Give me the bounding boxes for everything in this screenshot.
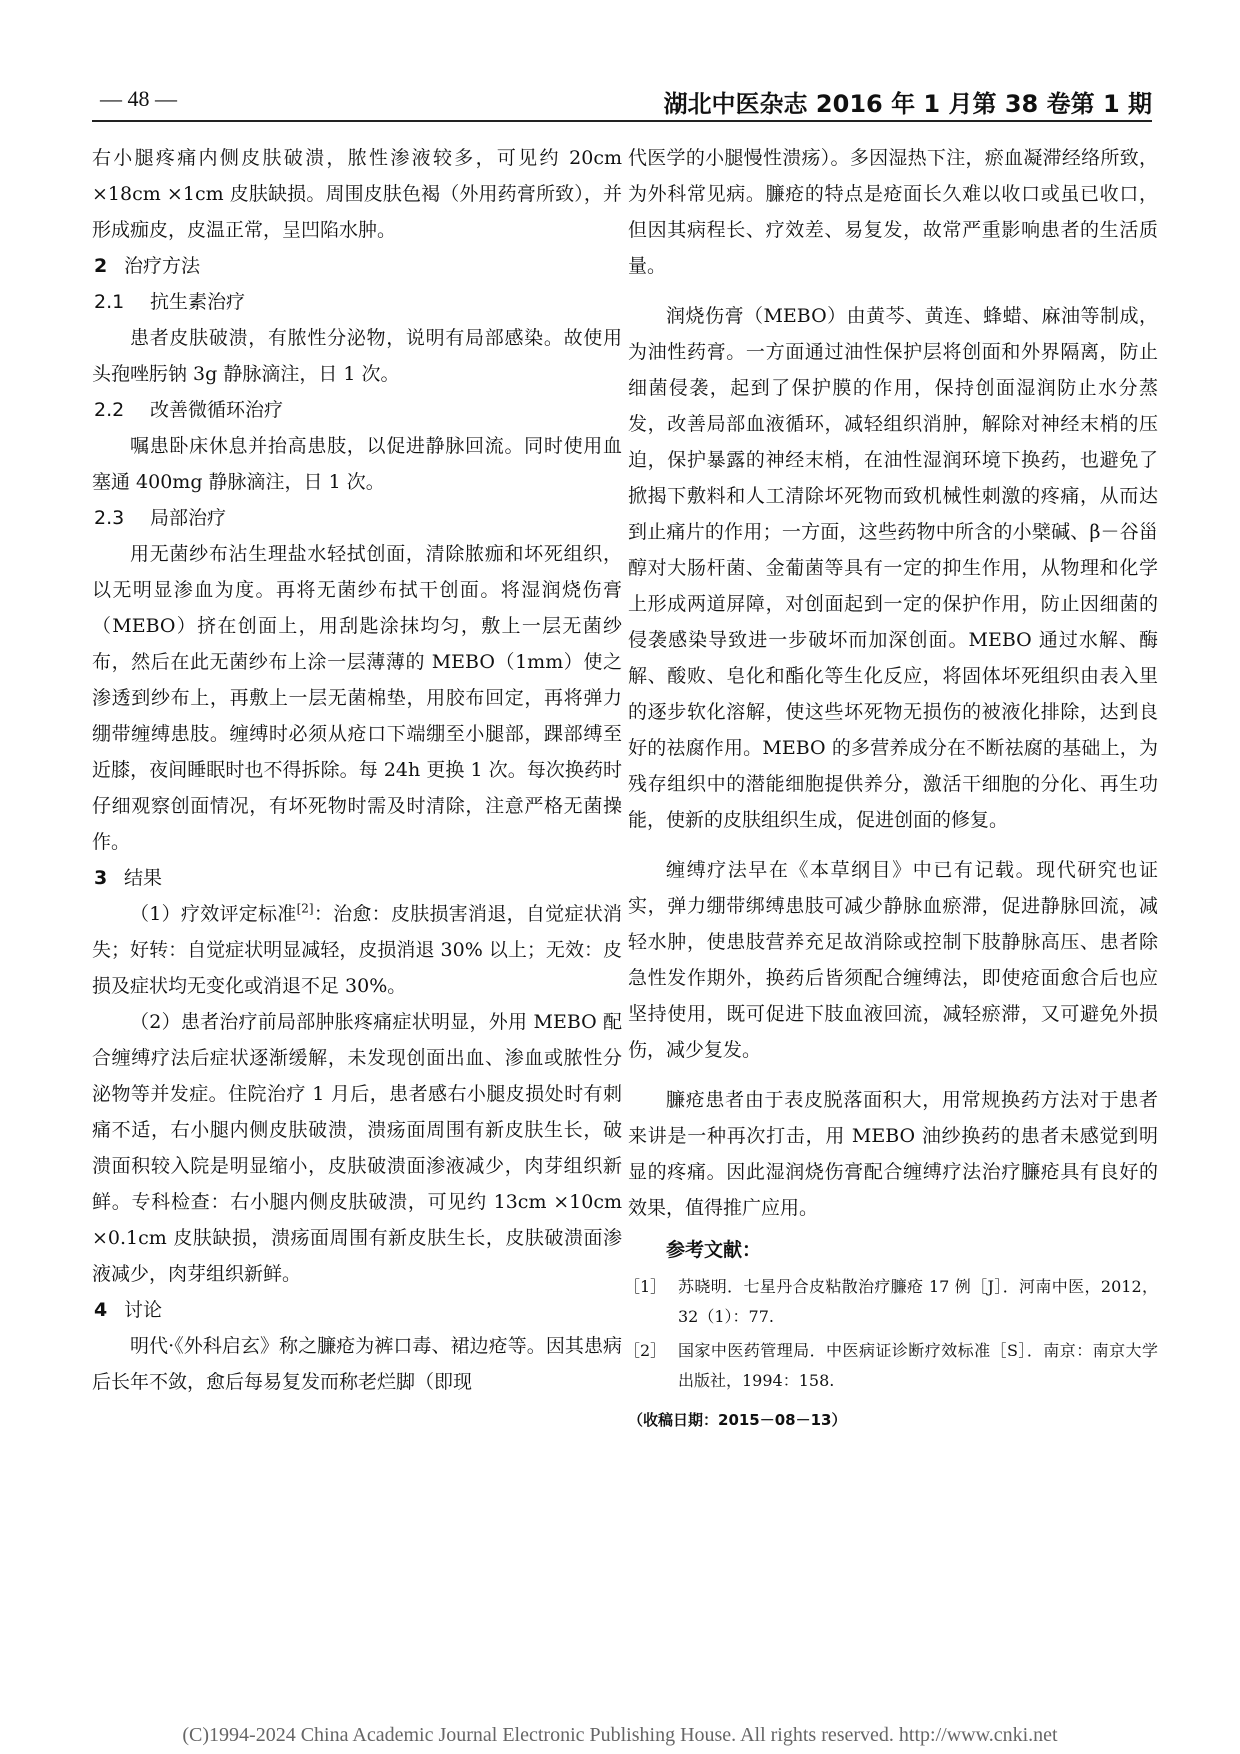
section-title: 讨论 — [124, 1299, 163, 1321]
case-description-paragraph: 右小腿疼痛内侧皮肤破溃，脓性渗液较多，可见约 20cm ×18cm ×1cm 皮肤缺损。周围皮肤色褐（外用药膏所致），并形成痂皮，皮温正常，呈凹陷水肿。 — [92, 147, 622, 241]
binding-therapy-paragraph: 缠缚疗法早在《本草纲目》中已有记载。现代研究也证实，弹力绷带绑缚患肢可减少静脉血瘀滞，促进静脉回流，减轻水肿，使患肢营养充足故消除或控制下肢静脉高压、患者除急性发作期外，换药后皆须配合缠缚法，即使疮面愈合后也应坚持使用，既可促进下肢血液回流，减轻瘀滞，又可避免外损伤，减少复发。 — [628, 859, 1158, 1061]
reference-text: 国家中医药管理局．中医病证诊断疗效标准［S］．南京：南京大学出版社，1994：158. — [678, 1341, 1158, 1390]
section-number: 4 — [94, 1299, 108, 1321]
criteria-text: （1）疗效评定标准 — [130, 903, 297, 925]
copyright-footer: (C)1994-2024 China Academic Journal Electronic Publishing House. All rights reserved. http://www.cnki.net — [182, 1724, 1058, 1746]
antibiotic-paragraph: 患者皮肤破溃，有脓性分泌物，说明有局部感染。故使用头孢唑肟钠 3g 静脉滴注，日 1 次。 — [92, 327, 622, 385]
page-number: — 48 — — [100, 86, 177, 111]
section-2-3-heading — [92, 500, 622, 536]
right-column — [624, 140, 1158, 1438]
microcirculation-paragraph: 嘱患卧床休息并抬高患肢，以促进静脉回流。同时使用血塞通 400mg 静脉滴注，日 1 次。 — [92, 435, 622, 493]
references-title: 参考文献： — [666, 1239, 762, 1261]
section-number: 2 — [94, 255, 108, 277]
reference-text: 苏晓明．七星丹合皮粘散治疗臁疮 17 例［J］．河南中医，2012，32（1）：77. — [678, 1277, 1158, 1326]
reference-item — [624, 1336, 1158, 1396]
page-header — [92, 72, 1152, 122]
subsection-title: 改善微循环治疗 — [150, 399, 284, 421]
criteria-paragraph — [92, 896, 622, 1004]
section-3-heading — [92, 860, 622, 896]
section-4-heading — [92, 1292, 622, 1328]
section-2-heading — [92, 248, 622, 284]
reference-item — [624, 1272, 1158, 1332]
subsection-title: 局部治疗 — [150, 507, 227, 529]
section-title: 结果 — [124, 867, 163, 889]
discussion-paragraph-continued: 代医学的小腿慢性溃疡）。多因湿热下注，瘀血凝滞经络所致，为外科常见病。臁疮的特点是疮面长久难以收口或虽已收口，但因其病程长、疗效差、易复发，故常严重影响患者的生活质量。 — [628, 147, 1158, 277]
results-paragraph: （2）患者治疗前局部肿胀疼痛症状明显，外用 MEBO 配合缠缚疗法后症状逐渐缓解，未发现创面出血、渗血或脓性分泌物等并发症。住院治疗 1 月后，患者感右小腿皮损处时有刺痛不适，右小腿内侧皮肤破溃，溃疡面周围有新皮肤生长，破溃面积较入院是明显缩小，皮肤破溃面渗液减少，肉芽组织新鲜。专科检查：右小腿内侧皮肤破溃，可见约 13cm ×10cm ×0.1cm 皮肤缺损，溃疡面周围有新皮肤生长，皮肤破溃面渗液减少，肉芽组织新鲜。 — [92, 1011, 622, 1285]
subsection-number: 2.3 — [94, 507, 125, 529]
subsection-number: 2.2 — [94, 399, 125, 421]
criteria-text-cont: ：治愈：皮肤损害消退，自觉症状消失；好转：自觉症状明显减轻，皮损消退 30% 以上；无效：皮损及症状均无变化或消退不足 30%。 — [92, 903, 622, 997]
section-number: 3 — [94, 867, 108, 889]
reference-number: ［2］ — [624, 1341, 667, 1360]
reference-number: ［1］ — [624, 1277, 667, 1296]
subsection-number: 2.1 — [94, 291, 125, 313]
discussion-paragraph: 明代·《外科启玄》称之臁疮为裤口毒、裙边疮等。因其患病后长年不敛，愈后每易复发而称老烂脚（即现 — [92, 1335, 622, 1393]
local-treatment-paragraph: 用无菌纱布沾生理盐水轻拭创面，清除脓痂和坏死组织，以无明显渗血为度。再将无菌纱布拭干创面。将湿润烧伤膏（MEBO）挤在创面上，用刮匙涂抹均匀，敷上一层无菌纱布，然后在此无菌纱布上涂一层薄薄的 MEBO（1mm）使之渗透到纱布上，再敷上一层无菌棉垫，用胶布回定，再将弹力绷带缠缚患肢。缠缚时必须从疮口下端绷至小腿部，踝部缚至近膝，夜间睡眠时也不得拆除。每 24h 更换 1 次。每次换药时仔细观察创面情况，有坏死物时需及时清除，注意严格无菌操作。 — [92, 543, 622, 853]
conclusion-paragraph: 臁疮患者由于表皮脱落面积大，用常规换药方法对于患者来讲是一种再次打击，用 MEBO 油纱换药的患者未感觉到明显的疼痛。因此湿润烧伤膏配合缠缚疗法治疗臁疮具有良好的效果，值得推广应用。 — [628, 1089, 1158, 1219]
left-column — [92, 140, 622, 1400]
journal-issue-info: 湖北中医杂志 2016 年 1 月第 38 卷第 1 期 — [663, 90, 1152, 118]
received-date: （收稿日期：2015－08－13） — [628, 1411, 847, 1429]
section-2-2-heading — [92, 392, 622, 428]
section-title: 治疗方法 — [124, 255, 201, 277]
citation-ref: [2] — [296, 901, 314, 916]
subsection-title: 抗生素治疗 — [150, 291, 246, 313]
mebo-paragraph: 润烧伤膏（MEBO）由黄芩、黄连、蜂蜡、麻油等制成，为油性药膏。一方面通过油性保护层将创面和外界隔离，防止细菌侵袭，起到了保护膜的作用，保持创面湿润防止水分蒸发，改善局部血液循环，减轻组织消肿，解除对神经末梢的压迫，保护暴露的神经末梢，在油性湿润环境下换药，也避免了掀揭下敷料和人工清除坏死物而致机械性刺激的疼痛，从而达到止痛片的作用；一方面，这些药物中所含的小檗碱、β－谷甾醇对大肠杆菌、金葡菌等具有一定的抑生作用，从物理和化学上形成两道屏障，对创面起到一定的保护作用，防止因细菌的侵袭感染导致进一步破坏而加深创面。MEBO 通过水解、酶解、酸败、皂化和酯化等生化反应，将固体坏死组织由表入里的逐步软化溶解，使这些坏死物无损伤的被液化排除，达到良好的祛腐作用。MEBO 的多营养成分在不断祛腐的基础上，为残存组织中的潜能细胞提供养分，激活干细胞的分化、再生功能，使新的皮肤组织生成，促进创面的修复。 — [628, 305, 1158, 831]
header-rule — [92, 120, 1152, 122]
section-2-1-heading — [92, 284, 622, 320]
